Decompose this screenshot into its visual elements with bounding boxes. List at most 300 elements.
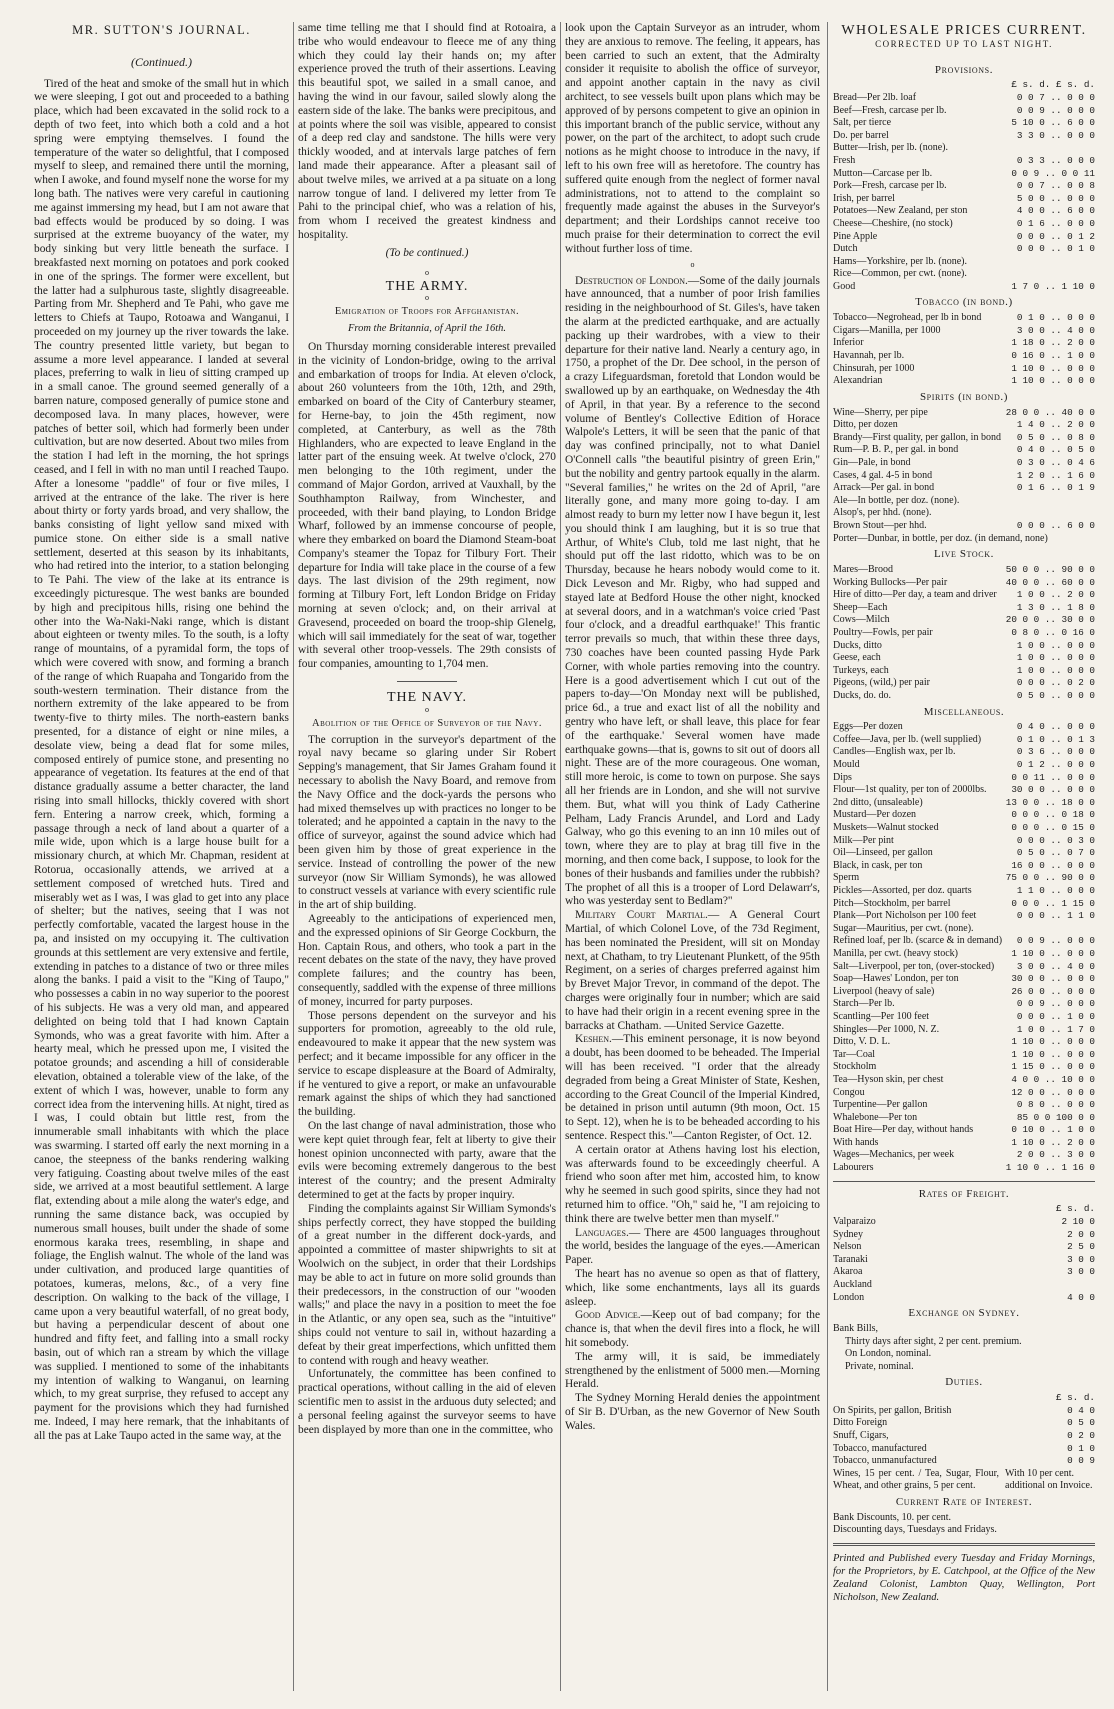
news-item [565, 275, 820, 910]
price-item: Ale—In bottle, per doz. (none). [833, 494, 960, 506]
price-item: Chinsurah, per 1000 [833, 362, 915, 374]
duty-item: Tobacco, manufactured [833, 1442, 927, 1454]
price-row [833, 1011, 1095, 1024]
price-value: 1 7 0 .. 1 10 0 [1011, 280, 1095, 292]
price-item: Eggs—Per dozen [833, 721, 903, 733]
price-value: 0 0 9 .. 0 0 0 [1016, 104, 1095, 116]
price-value: 30 0 0 .. 0 0 0 [1011, 784, 1095, 796]
freight-col-head: £ s. d. [1055, 1203, 1095, 1215]
navy-paragraph: Unfortunately, the committee has been confined to practical operations, without calling in the aid of eleven scientific men to assist in the arduous duty selected; and a personal feeling against the surveyor seems to have been displayed by more than one in the committee, who [298, 1368, 556, 1436]
price-item: Mutton—Carcase per lb. [833, 167, 933, 179]
price-value: 0 1 6 .. 0 0 0 [1016, 217, 1095, 229]
news-item-heading: Languages. [575, 1226, 629, 1239]
price-value: 40 0 0 .. 60 0 0 [1005, 576, 1095, 588]
freight-row [833, 1254, 1095, 1267]
price-item: Dips [833, 771, 852, 783]
price-item: Pitch—Stockholm, per barrel [833, 897, 951, 909]
price-value: 1 0 0 .. 0 0 0 [1016, 639, 1095, 651]
price-row [833, 677, 1095, 690]
news-item [565, 1351, 820, 1392]
price-row [833, 923, 1095, 936]
price-row [833, 602, 1095, 615]
price-value [995, 268, 1095, 281]
price-section-heading: Tobacco (in bond.) [915, 296, 1013, 309]
freight-row [833, 1266, 1095, 1279]
divider [833, 1181, 1095, 1182]
price-row [833, 898, 1095, 911]
price-item: Mustard—Per dozen [833, 809, 917, 821]
price-value: 4 0 0 .. 10 0 0 [1011, 1073, 1095, 1085]
separator-mark: o [425, 293, 429, 303]
duty-row [833, 1455, 1095, 1468]
price-item: Tar—Coal [833, 1048, 876, 1060]
price-row [833, 652, 1095, 665]
price-value: 1 10 0 .. 0 0 0 [1011, 362, 1095, 374]
price-row [833, 168, 1095, 181]
price-row [833, 1137, 1095, 1150]
price-value: 0 0 7 .. 0 0 8 [1016, 180, 1095, 192]
news-items-list [565, 275, 820, 1434]
price-value: 1 18 0 .. 2 0 0 [1011, 337, 1095, 349]
price-item: Soap—Hawes' London, per ton [833, 973, 959, 985]
price-item: Scantling—Per 100 feet [833, 1010, 930, 1022]
price-value: 0 4 0 .. 0 0 0 [1016, 721, 1095, 733]
duty-item: Ditto Foreign [833, 1417, 888, 1429]
price-item: Ditto, V. D. L. [833, 1036, 891, 1048]
separator-mark: o [425, 704, 429, 714]
price-item: Pickles—Assorted, per doz. quarts [833, 885, 972, 897]
prices-subtitle: CORRECTED UP TO LAST NIGHT. [875, 38, 1053, 49]
duty-item: On Spirits, per gallon, British [833, 1404, 952, 1416]
price-row [833, 432, 1095, 445]
price-value: 0 3 6 .. 0 0 0 [1016, 746, 1095, 758]
price-row [833, 885, 1095, 898]
price-row [833, 256, 1095, 269]
price-value: 1 4 0 .. 2 0 0 [1016, 419, 1095, 431]
freight-destination: Nelson [833, 1241, 862, 1253]
price-row [833, 589, 1095, 602]
price-row [833, 1061, 1095, 1074]
price-row [833, 797, 1095, 810]
exchange-line: Private, nominal. [845, 1360, 914, 1372]
duty-value: 0 1 0 [1067, 1442, 1095, 1454]
price-item: Labourers [833, 1162, 874, 1174]
price-value: 1 10 0 .. 0 0 0 [1011, 947, 1095, 959]
price-row [833, 457, 1095, 470]
price-value: 1 0 0 .. 1 7 0 [1016, 1023, 1095, 1035]
price-item: Poultry—Fowls, per pair [833, 626, 933, 638]
price-value: 0 5 0 .. 0 7 0 [1016, 847, 1095, 859]
price-row [833, 155, 1095, 168]
price-section-heading: Spirits (in bond.) [919, 390, 1009, 403]
freight-rate: 2 5 0 [1067, 1241, 1095, 1253]
duty-row [833, 1417, 1095, 1430]
price-row [833, 350, 1095, 363]
price-row [833, 325, 1095, 338]
price-value: 1 10 0 .. 1 16 0 [1005, 1162, 1095, 1174]
price-item: Havannah, per lb. [833, 350, 905, 362]
price-value: 1 10 0 .. 2 0 0 [1011, 1136, 1095, 1148]
price-row [833, 1124, 1095, 1137]
duty-row [833, 1430, 1095, 1443]
price-item: Liverpool (heavy of sale) [833, 985, 935, 997]
price-item: Tea—Hyson skin, per chest [833, 1073, 944, 1085]
price-row [833, 337, 1095, 350]
freight-destination: London [833, 1291, 865, 1303]
price-item: Geese, each [833, 652, 881, 664]
price-value: 0 0 0 .. 0 2 0 [1016, 677, 1095, 689]
news-item [565, 1227, 820, 1268]
price-item: Pork—Fresh, carcase per lb. [833, 180, 947, 192]
price-row [833, 470, 1095, 483]
price-value: 1 10 0 .. 0 0 0 [1011, 375, 1095, 387]
price-item: Oil—Linseed, per gallon [833, 847, 933, 859]
price-item: Potatoes—New Zealand, per ston [833, 205, 968, 217]
price-item: Sugar—Mauritius, per cwt. (none). [833, 922, 974, 934]
price-row [833, 218, 1095, 231]
price-item: Hams—Yorkshire, per lb. (none). [833, 255, 967, 267]
journal-paragraph: Tired of the heat and smoke of the small hut in which we were sleeping, I got out and proceeded to a bathing place, which had been excavated in the solid rock to a depth of two feet, into which both a cold and a hot spring were emptying themselves. I found the temperature of the water so delightful, that I composed myself to sleep, and remained there until the morning, when I awoke, and found myself none the worse for my long bath. The natives were very careful in cautioning me against immersing my head, but I am not aware that bad effects would be produced by so doing. I was surprised at the extreme buoyancy of the water, my body sinking but very little beneath the surface. I breakfasted next morning on potatoes and pork cooked in one of the springs. The former were excellent, but the latter had a sulphurous taste, slightly disagreeable. Parting from Mr. Shepherd and Te Pahi, who gave me letters to Chiefs at Taupo, Rotoawa and Wanganui, I proceeded on my journey up the river towards the lake. The country presented little variety, but began to assume a more level appearance. I landed at several places, preferring to walk in lieu of sitting cramped up in a small canoe. The ground seemed generally of a barren nature, composed generally of pumice stone and decomposed lava. In many places, however, were patches of better soil, which had formerly been under cultivation, but are now deserted. About two miles from the station I had left in the morning, the hot springs ceased, and I fell in with no man until I reached Taupo. After a lonesome "paddle" of four or five miles, I arrived at the entrance of the lake. The river is here about thirty or forty yards broad, and very shallow, the banks consisting of light yellow sand mixed with pumice stone. On either side is a small native settlement, deserted at this season by its inhabitants, who had retired into the interior, to a station belonging to Te Pahi. The view of the lake at its entrance is exceedingly picturesque. The west banks are bounded by high and precipitous hills, rising one behind the other into the Wa-Naki-Naki range, which is distant about eighteen or twenty miles. To the south, is a lofty range of mountains, of a pyramidal form, the tops of which were covered with snow, and forming a branch of the range of which Ruapaha and Tongarido from the south-western termination. Their distance from the northern extremity of the lake appeared to be from twenty-five to thirty miles. The north-eastern banks presented, for a distance of eight or nine miles, a desolate view, being a dead flat for some miles, composed entirely of pumice stone, and presenting no appearance of vegetation. Its features at the end of that distance gradually assume a better character, the land rising into small hillocks, thickly covered with short fern. Entering a narrow creek, which, forming a passage through a neck of land about a quarter of a mile wide, upon which is a large house built for a missionary church, at which Mr. Chapman, resident at Rotorua, occasionally attends, we arrived at a settlement composed of wretched huts. Tired and miserably wet as I was, I was glad to get into any place of shelter; but the natives, seeing that I was not perfectly comfortable, vacated the largest house in the pa, and insisted on my occupying it. The cultivation grounds at this settlement are very extensive and fertile, extending in patches to a distance of two or three miles along the banks. I paid a visit to the "King of Taupo," who possesses a cabin in no way superior to the poorest of his subjects. He was a very old man, and appeared delighted on being told that I had known Captain Symonds, who was a great favorite with him. After a hearty meal, which he pressed upon me, I visited the potatoe grounds; and ascending a hill of considerable elevation, obtained a tolerable view of the lake, of the extent of which I was, however, unable to form any correct idea from the intervening hills. At night, tired as I was, I could obtain but little rest, from the innumerable small inhabitants with which the place was swarming. I started off early the next morning in a canoe, the steepness of the banks rendering walking very fatiguing. Coasting about twelve miles of the east side, we arrived at a most beautiful settlement. A large flat, extending about a mile along the water's edge, and running the same distance back, was occupied by numerous small houses, built under the shade of some enormous karaka trees, resembling, in shape and foliage, the English walnut. The whole of the land was under cultivation, and produced large quantities of potatoes, kumeras, melons, &c., of a very fine description. On walking to the back of the village, I came upon a very beautiful waterfall, of no great body, but having a perpendicular descent of about one hundred and fifty feet, and falling into a small rocky basin, out of which ran a stream by which the village was supplied. I mentioned to some of the inhabitants my intention of walking to Wanganui, on learning which, to my great surprise, they refused to accept any payment for the provisions which they had furnished me. Indeed, I may here remark, that the inhabitants of all the pas at Lake Taupo acted in the same way, at the [34, 77, 289, 1442]
price-item: Salt—Liverpool, per ton, (over-stocked) [833, 960, 995, 972]
price-row [833, 1049, 1095, 1062]
price-row [833, 243, 1095, 256]
price-value: 1 0 0 .. 2 0 0 [1016, 589, 1095, 601]
price-item: Brown Stout—per hhd. [833, 519, 927, 531]
to-be-continued: (To be continued.) [385, 246, 469, 259]
price-value: 0 5 0 .. 0 8 0 [1016, 431, 1095, 443]
price-item: Brandy—First quality, per gallon, in bond [833, 431, 1001, 443]
news-item [565, 1268, 820, 1309]
news-item-text: The heart has no avenue so open as that of flattery, which, like some enchantments, lays all its guards asleep. [565, 1267, 820, 1308]
news-item-text: — There are 4500 languages throughout the world, besides the language of the eyes.—American Paper. [565, 1226, 820, 1267]
price-value: 0 0 0 .. 0 15 0 [1011, 822, 1095, 834]
freight-rate: 2 10 0 [1061, 1216, 1095, 1228]
price-row [833, 759, 1095, 772]
price-item: Dutch [833, 243, 858, 255]
freight-row [833, 1292, 1095, 1305]
price-row [833, 665, 1095, 678]
price-item: Sperm [833, 872, 860, 884]
price-value: 0 1 0 .. 0 0 0 [1016, 312, 1095, 324]
price-item: Good [833, 280, 856, 292]
price-value: 1 0 0 .. 0 0 0 [1016, 652, 1095, 664]
price-item: Starch—Per lb. [833, 998, 895, 1010]
exchange-heading: Exchange on Sydney. [908, 1307, 1020, 1320]
imprint: Printed and Published every Tuesday and Friday Mornings, for the Proprietors, by E. Catchpool, at the Office of the New Zealand Colonist, Lambton Quay, Wellington, Port Nicholson, New Zealand. [833, 1552, 1095, 1603]
price-item: Milk—Per pint [833, 834, 894, 846]
price-item: Alexandrian [833, 375, 883, 387]
price-item: Coffee—Java, per lb. (well supplied) [833, 733, 982, 745]
news-item [565, 1392, 820, 1433]
price-value: 16 0 0 .. 0 0 0 [1011, 859, 1095, 871]
journal-title: MR. SUTTON'S JOURNAL. [72, 23, 251, 37]
price-value: 85 0 0 100 0 0 [1016, 1111, 1095, 1123]
news-item-text: —Keep out of bad company; for the chance is, that when the devil fires into a flock, he will hit somebody. [565, 1309, 820, 1349]
price-value: 0 0 0 .. 0 18 0 [1011, 809, 1095, 821]
price-item: Plank—Port Nicholson per 100 feet [833, 910, 977, 922]
freight-row [833, 1229, 1095, 1242]
price-item: Inferior [833, 337, 864, 349]
news-item [565, 1144, 820, 1227]
price-item: Turpentine—Per gallon [833, 1099, 928, 1111]
navy-subheading: Abolition of the Office of Surveyor of the Navy. [312, 717, 542, 729]
interest-line: Discounting days, Tuesdays and Fridays. [833, 1524, 997, 1536]
price-row [833, 784, 1095, 797]
price-item: Alsop's, per hhd. (none). [833, 507, 932, 519]
price-value: 0 16 0 .. 1 0 0 [1011, 350, 1095, 362]
price-value: 0 0 0 .. 1 0 0 [1016, 1010, 1095, 1022]
price-item: Bread—Per 2lb. loaf [833, 91, 917, 103]
duty-item: Snuff, Cigars, [833, 1429, 889, 1441]
price-value: 0 4 0 .. 0 5 0 [1016, 444, 1095, 456]
army-subheading: Emigration of Troops for Affghanistan. [334, 306, 520, 318]
price-row [833, 92, 1095, 105]
price-item: Manilla, per cwt. (heavy stock) [833, 947, 958, 959]
price-row [833, 130, 1095, 143]
price-value: 1 0 0 .. 0 0 0 [1016, 664, 1095, 676]
price-item: Shingles—Per 1000, N. Z. [833, 1023, 940, 1035]
price-row [833, 193, 1095, 206]
price-item: Cases, 4 gal. 4-5 in bond [833, 469, 933, 481]
price-item: Do. per barrel [833, 129, 889, 141]
duties-header-row [833, 1392, 1095, 1405]
army-paragraph: On Thursday morning considerable interest prevailed in the vicinity of London-bridge, owing to the arrival and embarkation of troops for India. At eleven o'clock, about 260 volunteers from the 10th, 12th, and 29th, embarked on board of the City of Canterbury steamer, for Herne-bay, to join the 45th regiment, now completed, at Canterbury, as well as the 78th Highlanders, who are expected to leave England in the latter part of the ensuing week. At twelve o'clock, 270 men belonging to the 10th regiment, under the command of Major Gordon, arrived at Vauxhall, by the Southhampton Railway, from Winchester, and proceeded, with their band playing, to London Bridge Wharf, followed by an immense concourse of people, where they embarked on board the Diamond Steam-boat Company's steamer the Topaz for Tilbury Fort. Their departure for India will take place in the course of a few days. The last division of the 29th regiment, now forming at Tilbury Fort, left London Bridge on Friday morning at seven o'clock; and, on their arrival at Gravesend, proceeded on board the troop-ship Glenelg, which will sail immediately for the seat of war, together with several other troop-vessels. The 29th consists of four companies, amounting to 1,704 men. [298, 340, 556, 671]
price-row [833, 998, 1095, 1011]
exchange-line: Thirty days after sight, 2 per cent. premium. [845, 1335, 1022, 1347]
interest-line: Bank Discounts, 10. per cent. [833, 1511, 952, 1523]
price-value: 0 3 3 .. 0 0 0 [1016, 154, 1095, 166]
price-row [833, 1099, 1095, 1112]
price-row [833, 482, 1095, 495]
duties-col-head: £ s. d. [1055, 1392, 1095, 1404]
price-value: 20 0 0 .. 30 0 0 [1005, 614, 1095, 626]
price-item: Cows—Milch [833, 614, 890, 626]
exchange-list [833, 1323, 1095, 1373]
news-item-heading: Keshen. [575, 1033, 612, 1046]
divider [833, 1543, 1095, 1546]
price-value: 1 10 0 .. 0 0 0 [1011, 1036, 1095, 1048]
price-value: 0 0 0 .. 1 15 0 [1011, 897, 1095, 909]
price-item: Sheep—Each [833, 601, 888, 613]
freight-row [833, 1279, 1095, 1292]
price-value: 1 10 0 .. 0 0 0 [1011, 1048, 1095, 1060]
interest-heading: Current Rate of Interest. [895, 1495, 1033, 1508]
price-value: 28 0 0 .. 40 0 0 [1005, 406, 1095, 418]
price-row [833, 847, 1095, 860]
price-item: Stockholm [833, 1061, 877, 1073]
prices-title: WHOLESALE PRICES CURRENT. [841, 23, 1087, 38]
price-item: Candles—English wax, per lb. [833, 746, 956, 758]
price-value: 5 10 0 .. 6 0 0 [1011, 117, 1095, 129]
price-row [833, 822, 1095, 835]
price-row [833, 860, 1095, 873]
price-row [833, 1112, 1095, 1125]
price-value: 0 0 0 .. 6 0 0 [1016, 519, 1095, 531]
price-item: Hire of ditto—Per day, a team and driver [833, 589, 997, 601]
price-value: 13 0 0 .. 18 0 0 [1005, 796, 1095, 808]
navy-paragraph: The corruption in the surveyor's department of the royal navy became so glaring under Sir Robert Sepping's management, that Sir James Graham found it necessary to abolish the Navy Board, and remove from the Navy Office and the dock-yards the persons who had mixed themselves up with practices no longer to be tolerated; and he appointed a captain in the navy to the office of surveyor, against the sound advice which had been given him by those of great experience in the service. Instead of controlling the power of the new surveyor (now Sir William Symonds), he was allowed to construct vessels at variance with every scientific rule in the art of ship building. [298, 733, 556, 912]
freight-rate: 3 0 0 [1067, 1266, 1095, 1278]
price-value [995, 507, 1095, 520]
price-row [833, 627, 1095, 640]
price-row [833, 117, 1095, 130]
price-row [833, 910, 1095, 923]
price-item: Rum—P. B. P., per gal. in bond [833, 444, 959, 456]
army-source: From the Britannia, of April the 16th. [347, 323, 507, 335]
price-row [833, 835, 1095, 848]
price-sections [833, 64, 1095, 1175]
freight-destination: Taranaki [833, 1253, 868, 1265]
price-row [833, 312, 1095, 325]
freight-destination: Akaroa [833, 1266, 863, 1278]
price-item: Irish, per barrel [833, 192, 895, 204]
news-item-heading: Military Court Martial. [575, 909, 708, 922]
price-value: 50 0 0 .. 90 0 0 [1005, 563, 1095, 575]
navy-paragraph: look upon the Captain Surveyor as an intruder, whom they are anxious to remove. The feeling, it appears, has been carried to such an extent, that the Admiralty consider it requisite to abolish the office of surveyor, and appoint another captain in the navy as civil architect, to see vessels built upon plans which may be approved of by persons competent to give an opinion in this important branch of the public service, without any power, on the part of the architect, to adopt such crude notions as he might choose to introduce in the navy, if left to his own free will as heretofore. The country has suffered quite enough from the neglect of former naval administrations, not to attend to the complaint so frequently made against the abuses in the Surveyor's department; and their Lordships cannot receive too much praise for their determination to correct the evil without further loss of time. [565, 22, 820, 255]
duty-value: 0 4 0 [1067, 1404, 1095, 1416]
news-item-text: The Sydney Morning Herald denies the appointment of Sir B. D'Urban, as the new Governor of New South Wales. [565, 1392, 820, 1432]
price-row [833, 935, 1095, 948]
price-item: Beef—Fresh, carcase per lb. [833, 104, 947, 116]
price-value: 0 0 0 .. 0 1 2 [1016, 230, 1095, 242]
price-item: Whalebone—Per ton [833, 1111, 918, 1123]
price-row [833, 872, 1095, 885]
price-row [833, 1149, 1095, 1162]
price-item: Cheese—Cheshire, (no stock) [833, 217, 953, 229]
price-value: 0 0 9 .. 0 0 11 [1011, 167, 1095, 179]
price-value: 0 0 9 .. 0 0 0 [1016, 998, 1095, 1010]
navy-heading: THE NAVY. [386, 690, 468, 706]
price-row [833, 721, 1095, 734]
price-value: 0 1 2 .. 0 0 0 [1016, 759, 1095, 771]
navy-paragraph: Finding the complaints against Sir William Symonds's ships perfectly correct, they have stopped the building of a great number in the different dock-yards, and appointed a committee of master shipwrights to sit at Woolwich on the subject, in order that their Lordships may be able to act in future on more solid grounds than their predecessors, in the construction of our "wooden walls;" and place the navy in a position to meet the foe in the Atlantic, or any open sea, such as the "intuitive" ships could not venture to sail in, without hazarding a defeat by their great imperfections, which unfitted them to contend with rough and heavy weather. [298, 1202, 556, 1367]
price-row [833, 231, 1095, 244]
price-row [833, 564, 1095, 577]
freight-destination: Valparaizo [833, 1216, 876, 1228]
price-item: Boat Hire—Per day, without hands [833, 1124, 974, 1136]
price-row [833, 1162, 1095, 1175]
freight-rate [1047, 1279, 1095, 1292]
price-value: 0 0 9 .. 0 0 0 [1016, 935, 1095, 947]
continued-note: (Continued.) [131, 54, 192, 69]
news-item [565, 1309, 820, 1350]
price-value [995, 142, 1095, 155]
price-row [833, 105, 1095, 118]
divider [397, 681, 457, 682]
price-row [833, 180, 1095, 193]
price-value: 0 0 0 .. 1 1 0 [1016, 910, 1095, 922]
news-item [565, 1033, 820, 1143]
news-item-text: —This eminent personage, it is now beyond a doubt, has been doomed to be beheaded. The Imperial will has been received. "I order that the already degraded from being a Great Minister of State, Keshen, according to the Great Council of the Imperial Kindred, be detained in prison until autumn (9th moon, Oct. 15 to Sept. 12), when he is to be beheaded according to his sentence. Respect this."—Canton Register, of Oct. 12. [565, 1033, 820, 1142]
news-item [565, 909, 820, 1033]
duty-row [833, 1405, 1095, 1418]
price-item: Wages—Mechanics, per week [833, 1149, 955, 1161]
separator-mark: o [690, 259, 695, 269]
column-divider [560, 22, 561, 1691]
duty-value: 0 2 0 [1067, 1429, 1095, 1441]
freight-row [833, 1241, 1095, 1254]
separator-mark: o [425, 267, 429, 277]
duty-item: Tobacco, unmanufactured [833, 1455, 937, 1467]
freight-destination: Sydney [833, 1228, 863, 1240]
price-value [1048, 533, 1095, 546]
price-section-heading: Provisions. [934, 63, 994, 76]
price-row [833, 419, 1095, 432]
price-item: Mares—Brood [833, 563, 893, 575]
price-row [833, 640, 1095, 653]
price-item: Ducks, do. do. [833, 689, 892, 701]
column-journal [34, 22, 289, 1443]
duties-table [833, 1405, 1095, 1493]
price-value: 0 0 0 .. 0 1 0 [1016, 243, 1095, 255]
price-row [833, 444, 1095, 457]
news-item-text: — A General Court Martial, of which Colonel Love, of the 73d Regiment, has been nominated the President, will sit on Monday next, at Chatham, to try Lieutenant Plunkett, of the 95th Regiment, on a series of charges preferred against him by Brevet Major Trevor, in command of the depot. The charges were originally four in number; which are said to have had their origin in a recent evening spree in the barracks at Chatham. —United Service Gazette. [565, 909, 820, 1032]
freight-rate: 3 0 0 [1067, 1253, 1095, 1265]
duty-value: 0 5 0 [1067, 1417, 1095, 1429]
price-item: Salt, per tierce [833, 117, 892, 129]
price-item: With hands [833, 1136, 879, 1148]
price-item: Working Bullocks—Per pair [833, 576, 948, 588]
price-item: Flour—1st quality, per ton of 2000lbs. [833, 784, 987, 796]
price-item: Tobacco—Negrohead, per lb in bond [833, 312, 982, 324]
price-value: 0 0 0 .. 0 3 0 [1016, 834, 1095, 846]
journal-paragraph: same time telling me that I should find at Rotoaira, a tribe who would endeavour to fleece me of any thing which they could lay their hands on; my after experience proved the truth of their assertions. Leaving this beautiful spot, we sailed in a small canoe, and having the wind in our favour, sailed slowly along the eastern side of the lake. The banks were precipitous, and at points where the soil was visible, appeared to consist of a deep red clay and sandstone. The hills were very thickly wooded, and at intervals large patches of fern land made their appearance. After a pleasant sail of about twelve miles, we arrived at a pa situate on a long narrow tongue of land. I delivered my letter from Te Pahi to the principal chief, who was a relation of his, from whom I received the greatest kindness and hospitality. [298, 22, 556, 241]
price-row [833, 507, 1095, 520]
price-value: 0 0 11 .. 0 0 0 [1011, 771, 1095, 783]
price-row [833, 281, 1095, 294]
army-heading: THE ARMY. [385, 278, 469, 294]
navy-paragraph: On the last change of naval administration, those who were kept quiet through fear, felt at liberty to give their honest opinion unconnected with party, aware that the evils were becoming extremely dangerous to the best interest of the country; and the present Admiralty determined to get at the facts by proper inquiry. [298, 1119, 556, 1201]
price-value: 3 0 0 .. 4 0 0 [1016, 324, 1095, 336]
price-header-spacer [833, 79, 995, 92]
price-row [833, 961, 1095, 974]
news-item-text: The army will, it is said, be immediately strengthened by the enlistment of 5000 men.—Morning Herald. [565, 1350, 820, 1391]
news-item-text: —Some of the daily journals have announced, that a number of poor Irish families residing in the neighbourhood of St. Giles's, have taken the alarm at the predicted earthquake, and are actually packing up their wardrobes, with a view to their departure for their native land. Nearly a century ago, in 1750, a prophet of the Dr. Dee school, in the person of a crazy Lifeguardsman, foretold that London would be swallowed up by an earthquake, on Wednesday the 4th of April, in that year. By a reference to the second volume of Bentley's Collective Edition of Horace Walpole's Letters, it will be seen that the panic of that day was confined principally, not to what Daniel O'Connell calls "the beautiful pisintry of green Erin," but the nobility and gentry partook equally in the alarm. "Several families," he writes on the 2d of April, "are literally gone, and many more going to-day. I am almost ready to burn my letter now I have begun it, lest you should think I am laughing, but it is so true that Arthur, of White's Club, told me last night, that he should put off the last ridotto, which was to be on Thursday, because he hears nobody would come to it. Dick Leveson and Mr. Rigby, who had supped and stayed late at Bedford House the other night, knocked at several doors, and in a watchman's voice cried 'Past four o'clock, and a dreadful earthquake!' This frantic terror prevails so much, that within these three days, 730 coaches have been counted passing Hyde Park Corner, with whole parties removing into the country. Here is a good advertisement which I cut out of the papers to-day—'On Monday next will be published, price 6d., a true and exact list of all the nobility and gentry who have left, or shall leave, this place for fear of the earthquake.' Several women have made earthquake gowns—that is, gowns to sit out of doors all night. These are of the more courageous. One woman, still more heroic, is come to town on purpose. She says all her friends are in London, and she will not survive them. But, what will you think of Lady Catherine Pelham, Lady Francis Arundel, and Lord and Lady Galway, who go this evening to an inn 10 miles out of town, where they are to play at brag till five in the morning, and then come back, I suppose, to look for the bones of their husbands and families under the rubbish? The prophet of all this is a trooper of Lord Delawarr's, who was yesterday sent to Bedlam?" [565, 274, 820, 908]
price-value: 75 0 0 .. 90 0 0 [1005, 872, 1095, 884]
price-item: Muskets—Walnut stocked [833, 822, 939, 834]
price-value: 1 3 0 .. 1 8 0 [1016, 601, 1095, 613]
price-row [833, 520, 1095, 533]
duties-heading: Duties. [945, 1376, 983, 1389]
price-header-row [833, 79, 1095, 92]
price-row [833, 809, 1095, 822]
price-row [833, 142, 1095, 155]
price-row [833, 772, 1095, 785]
price-value: 1 1 0 .. 0 0 0 [1016, 885, 1095, 897]
price-item: Ditto, per dozen [833, 419, 898, 431]
price-row [833, 407, 1095, 420]
price-value: 5 0 0 .. 0 0 0 [1016, 192, 1095, 204]
price-row [833, 690, 1095, 703]
news-item-heading: Good Advice. [575, 1309, 641, 1322]
price-value: 2 0 0 .. 3 0 0 [1016, 1149, 1095, 1161]
interest-list [833, 1512, 1095, 1537]
price-value: 30 0 0 .. 0 0 0 [1011, 973, 1095, 985]
price-section-heading: Miscellaneous. [923, 705, 1005, 718]
price-item: Wine—Sherry, per pipe [833, 406, 928, 418]
price-col-head: £ s. d. £ s. d. [1011, 79, 1095, 91]
price-item: Mould [833, 759, 860, 771]
navy-paragraph: Agreeably to the anticipations of experienced men, and the expressed opinions of Sir George Cockburn, the Hon. Captain Rous, and others, who took a part in the recent debates on the state of the navy, they have proved complete failures; and the country has been, consequently, saddled with the expense of three millions of money, incurred for party purposes. [298, 913, 556, 1008]
price-value: 0 5 0 .. 0 0 0 [1016, 689, 1095, 701]
price-value: 1 15 0 .. 0 0 0 [1011, 1061, 1095, 1073]
price-value: 0 3 0 .. 0 4 6 [1016, 457, 1095, 469]
price-row [833, 363, 1095, 376]
column-prices [833, 22, 1095, 1604]
freight-destination: Auckland [833, 1279, 872, 1291]
price-value: 0 1 0 .. 0 1 3 [1016, 733, 1095, 745]
price-value [995, 256, 1095, 269]
